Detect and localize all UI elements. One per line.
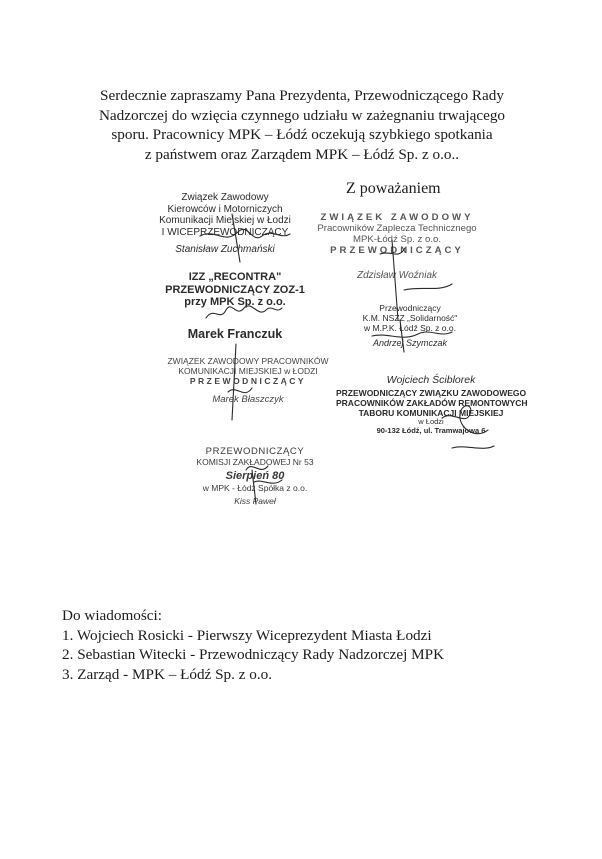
intro-line: sporu. Pracownicy MPK – Łódź oczekują szybkiego spotkania (111, 126, 493, 143)
stamp-name: Kiss Paweł (234, 496, 276, 507)
stamp-name: Zdzisław Woźniak (356, 270, 438, 282)
stamp-line: Przewodniczący (379, 303, 441, 313)
stamp-line: 90-132 Łódź, ul. Tramwajowa 6 (376, 425, 486, 435)
notice-section (62, 606, 444, 684)
stamp-line: I WICEPRZEWODNICZĄCY (161, 226, 289, 238)
stamp-wozniak (312, 212, 482, 282)
stamp-line: ZWIĄZEK ZAWODOWY (320, 212, 474, 223)
notice-heading: Do wiadomości: (62, 607, 162, 624)
stamp-name: Stanisław Zuchmański (175, 244, 275, 255)
stamp-line: TABORU KOMUNIKACJI MIEJSKIEJ (358, 407, 504, 418)
intro-line: z państwem oraz Zarządem MPK – Łódź Sp. z o.o.. (144, 145, 460, 163)
stamp-line: KOMUNIKACJI MIEJSKIEJ w ŁODZI (178, 365, 318, 376)
stamp-line: PRZEWODNICZĄCY (189, 375, 307, 386)
stamp-line: PRZEWODNICZĄCY (205, 446, 305, 457)
intro-paragraph (62, 86, 542, 164)
stamp-line: w M.P.K. Łódź Sp. z o.o. (364, 322, 456, 333)
stamp-name: Marek Błaszczyk (212, 394, 284, 406)
stamp-zuchmanski (150, 192, 300, 256)
stamp-name: Andrzej Szymczak (372, 338, 448, 349)
notice-item: 1. Wojciech Rosicki - Pierwszy Wiceprezydent Miasta Łodzi (62, 626, 432, 644)
intro-line: Serdecznie zapraszamy Pana Prezydenta, Przewodniczącego Rady (100, 87, 504, 104)
stamp-line: MPK-Łódź Sp. z o.o. (353, 234, 441, 246)
stamp-line: PRACOWNIKÓW ZAKŁADÓW REMONTOWYCH (336, 397, 528, 408)
stamp-kiss (190, 447, 320, 507)
stamp-line: PRZEWODNICZĄCY ZWIĄZKU ZAWODOWEGO (336, 388, 527, 399)
stamp-sciblorek (336, 374, 526, 436)
intro-line: Nadzorczej do wzięcia czynnego udziału w zażegnaniu trwającego (98, 106, 506, 124)
stamp-name: Wojciech Ściblorek (386, 374, 476, 386)
stamp-line: w Łodzi (418, 417, 444, 427)
closing-phrase: Z poważaniem (346, 180, 441, 197)
stamp-blaszczyk (148, 357, 348, 406)
stamp-line: K.M. NSZZ „Solidarność" (362, 312, 458, 323)
stamp-line: Związek Zawodowy (181, 192, 269, 203)
stamp-line: Sierpień 80 (225, 469, 285, 482)
notice-item: 3. Zarząd - MPK – Łódź Sp. z o.o. (62, 665, 273, 683)
stamp-line: PRZEWODNICZĄCY ZOZ-1 (165, 283, 305, 296)
stamp-line: w MPK - Łódź Spółka z o.o. (202, 483, 308, 494)
stamp-line: PRZEWODNICZĄCY (330, 245, 464, 257)
stamp-line: ZWIĄZEK ZAWODOWY PRACOWNIKÓW (167, 356, 329, 366)
stamp-line: Kierowców i Motorniczych (167, 203, 283, 215)
stamp-franczuk (140, 271, 330, 341)
stamp-line: KOMISJI ZAKŁADOWEJ Nr 53 (196, 456, 314, 467)
stamp-line: IZZ „RECONTRA" (188, 271, 282, 283)
notice-item: 2. Sebastian Witecki - Przewodniczący Rady Nadzorczej MPK (62, 646, 445, 663)
stamp-line: Pracowników Zaplecza Technicznego (317, 223, 477, 235)
stamp-szymczak (350, 304, 470, 349)
stamp-line: przy MPK Sp. z o.o. (184, 296, 286, 309)
stamp-line: Komunikacji Miejskiej w Łodzi (159, 215, 291, 226)
stamp-name: Marek Franczuk (187, 326, 283, 341)
